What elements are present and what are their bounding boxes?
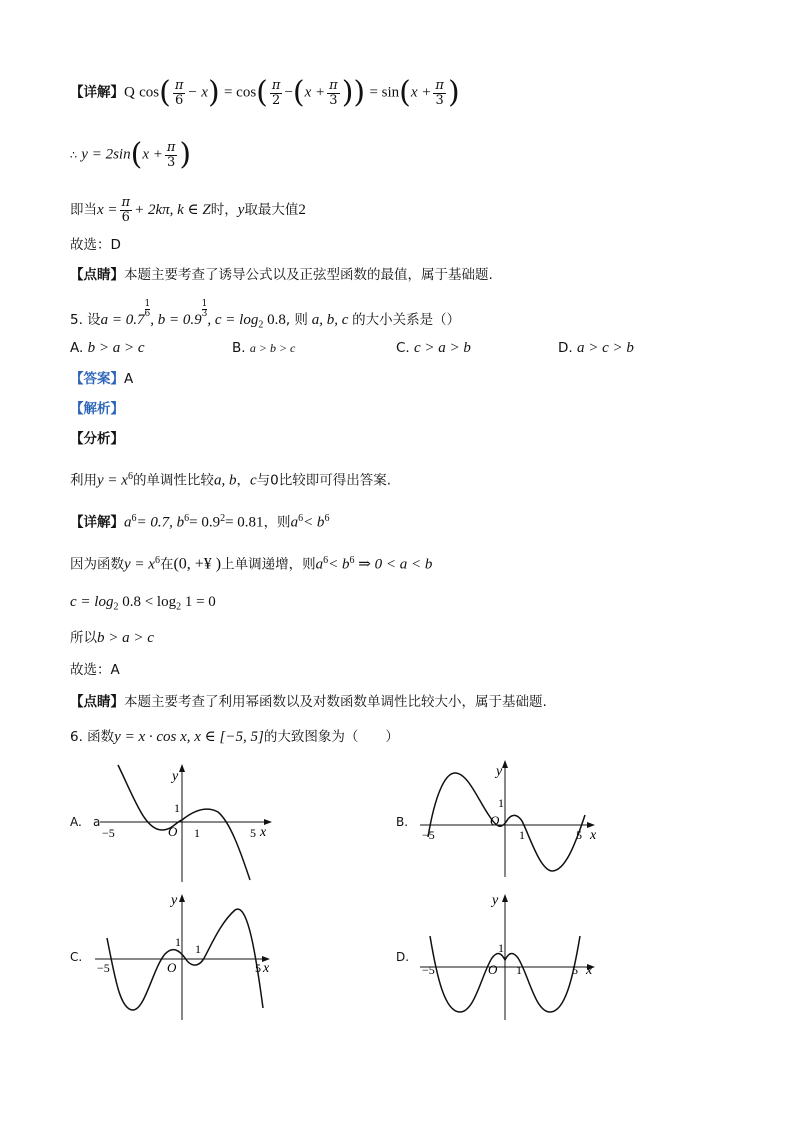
question-5: [70, 300, 460, 336]
y-tick-1: 1: [498, 941, 504, 955]
cos-text: cos: [139, 84, 160, 101]
max-value: 2: [298, 202, 306, 218]
text-suffix: 与0比较即可得出答案.: [256, 472, 391, 489]
eq-part: = 0.81: [225, 514, 264, 531]
x-label: x: [586, 963, 593, 978]
c-var: c: [249, 472, 257, 489]
fenxi-line: [70, 429, 124, 449]
exp-num: 1: [144, 299, 151, 309]
graph-a-label: A.: [70, 815, 82, 829]
exponent: 6: [298, 513, 304, 524]
frac-num: π: [271, 77, 281, 93]
analysis-line: [70, 467, 391, 491]
paren-close: ): [447, 75, 460, 110]
log-mid: 0.8 < log: [118, 594, 177, 610]
monotonic-line: [70, 551, 432, 575]
therefore-symbol: ∴: [70, 149, 77, 162]
eq-sin: = sin: [369, 84, 400, 101]
paren-close: ): [179, 137, 192, 172]
y-label: y: [492, 893, 499, 908]
fraction-pi-3c: [165, 141, 178, 170]
origin-label: O: [488, 962, 498, 977]
graph-b: [420, 755, 605, 880]
y-eq-2sin: y = 2sin: [81, 146, 131, 163]
text-suffix: 取最大值: [244, 202, 299, 218]
exponent: 6: [127, 471, 133, 482]
option-label: D.: [558, 340, 573, 356]
paren-close: ): [353, 75, 366, 110]
so-line: [70, 628, 154, 648]
frac-den: 3: [329, 92, 338, 108]
origin-label: O: [490, 813, 500, 828]
paren-open: (: [399, 75, 411, 110]
y-tick-1: 1: [175, 935, 181, 949]
b-def: , b = 0.9: [150, 312, 202, 328]
exponent: 6: [349, 555, 355, 566]
power-fn: y = x: [97, 472, 128, 489]
y-arrow-icon: [502, 894, 508, 902]
y-label: y: [496, 764, 503, 779]
period-expr: + 2kπ, k ∈ Z: [134, 202, 211, 218]
dianjing-text: 本题主要考查了利用幂函数以及对数函数单调性比较大小，属于基础题.: [124, 694, 547, 710]
text-mid: 时，: [210, 202, 238, 218]
q5-tail2: 的大小关系是（）: [352, 312, 461, 328]
a-def: a = 0.7: [100, 312, 145, 328]
curve: [107, 909, 263, 1010]
option-value: c > a > b: [414, 340, 471, 356]
graph-c: [95, 888, 280, 1023]
frac-num: π: [166, 139, 176, 155]
answer-line: [70, 369, 133, 389]
graph-d-label: D.: [396, 950, 410, 964]
option-label: B.: [232, 340, 246, 356]
x-tick-1: 1: [516, 963, 522, 977]
fraction-pi-6b: [120, 196, 133, 225]
lt-b: < b: [328, 556, 350, 573]
so-value: b > a > c: [97, 630, 154, 646]
y-var: y: [237, 202, 245, 218]
frac-den: 6: [121, 210, 130, 225]
exp-num: 1: [201, 299, 208, 309]
answer-tag: 【答案】: [70, 371, 124, 387]
power-fn: y = x: [124, 556, 155, 573]
option-c: [396, 338, 471, 358]
minus-sign: −: [284, 84, 293, 101]
a-var: a: [124, 514, 132, 531]
q5-tail: , 则: [285, 312, 308, 328]
graph-c-label: C.: [70, 950, 83, 964]
option-value: a > b > c: [249, 341, 296, 355]
c-def: , c = log: [207, 312, 259, 328]
jiexi-tag: 【解析】: [70, 401, 124, 417]
option-d: [558, 338, 634, 358]
x-tick-5: 5: [576, 828, 582, 842]
lt-b: < b: [303, 514, 325, 531]
x-tick-neg5: −5: [102, 826, 115, 840]
y-arrow-icon: [502, 760, 508, 768]
text-mid: 上单调递增，则: [221, 556, 316, 573]
text-prefix: 即当: [70, 202, 97, 218]
graph-b-label: B.: [396, 815, 409, 829]
frac-num: π: [329, 77, 338, 93]
text-mid: 的单调性比较: [132, 472, 214, 489]
y-label: y: [171, 893, 178, 908]
x-plus: x +: [142, 146, 163, 163]
x-tick-1: 1: [194, 826, 200, 840]
log-base: 2: [113, 601, 119, 613]
interval: (0, +¥ ): [173, 555, 222, 573]
option-value: a > c > b: [576, 340, 634, 356]
x-tick-1: 1: [519, 828, 525, 842]
fraction-pi-3: [327, 79, 340, 108]
fraction-pi-3b: [433, 79, 446, 108]
text-prefix: 利用: [70, 472, 97, 489]
log-arg: 0.8: [263, 312, 286, 328]
dianjing-tag: 【点睛】: [70, 694, 124, 710]
q5-options: [70, 338, 750, 358]
paren-close: ): [341, 75, 354, 110]
frac-den: 3: [166, 154, 176, 170]
paren-open: (: [159, 75, 171, 110]
detail-tag: 【详解】: [70, 514, 124, 531]
graph-d: [420, 888, 605, 1023]
exponent: 6: [184, 513, 190, 524]
x-label: x: [263, 961, 270, 976]
option-value: b > a > c: [87, 340, 145, 356]
q6-number: 6. 函数: [70, 729, 115, 745]
option-label: C.: [396, 340, 410, 356]
because-symbol: Q: [124, 84, 135, 101]
detail-line-1: [70, 75, 460, 110]
frac-num: π: [435, 77, 444, 93]
graph-a: [100, 760, 280, 885]
option-label: A.: [70, 340, 84, 356]
x-tick-5: 5: [250, 826, 256, 840]
paren-close: ): [207, 75, 220, 110]
clog-line: [70, 592, 216, 618]
detail-tag: 【详解】: [70, 84, 124, 101]
frac-num: π: [174, 77, 184, 93]
ab-vars: a, b: [213, 472, 237, 489]
abc-vars: a, b, c: [307, 312, 353, 328]
frac-den: 2: [272, 92, 281, 108]
eq-cos: = cos: [223, 84, 257, 101]
log-base: 2: [258, 319, 264, 331]
frac-den: 6: [174, 92, 184, 108]
x-tick-neg5: −5: [422, 963, 435, 977]
q6-domain: , x ∈ [−5, 5]: [186, 729, 264, 745]
log-tail: 1 = 0: [181, 594, 216, 610]
x-tick-neg5: −5: [97, 961, 110, 975]
curve: [428, 773, 585, 871]
y-arrow-icon: [179, 764, 185, 772]
eq-part: = 0.9: [189, 514, 221, 531]
x-label: x: [590, 828, 597, 843]
question-6: [70, 727, 399, 747]
detail2-line: [70, 509, 329, 533]
a-var: a: [315, 556, 324, 573]
log-base: 2: [176, 601, 182, 613]
y-tick-1: 1: [498, 796, 504, 810]
exponent: 6: [323, 555, 329, 566]
answer-value: A: [124, 371, 134, 387]
detail-line-2: [70, 137, 192, 172]
q5-number: 5. 设: [70, 312, 101, 328]
so-prefix: 所以: [70, 630, 97, 646]
text-prefix: 因为函数: [70, 556, 124, 573]
fraction-pi-2: [270, 79, 283, 108]
exponent: 2: [220, 513, 226, 524]
origin-label: O: [167, 960, 177, 975]
x-eq: x =: [97, 202, 118, 218]
answer-select-1: 故选：D: [70, 237, 121, 253]
eq-part: = 0.7, b: [136, 514, 185, 531]
exponent: 6: [154, 555, 160, 566]
fenxi-tag: 【分析】: [70, 431, 124, 447]
y-arrow-icon: [179, 894, 185, 902]
dianjing-line-2: [70, 692, 547, 712]
answer-select-2: 故选：A: [70, 662, 120, 678]
in-text: 在: [159, 556, 174, 573]
x-plus: x +: [304, 84, 326, 101]
option-b: [232, 338, 295, 358]
y-tick-1: 1: [174, 801, 180, 815]
paren-open: (: [256, 75, 268, 110]
option-a: [70, 338, 145, 358]
y-label: y: [172, 769, 179, 784]
paren-open: (: [292, 75, 305, 110]
dianjing-text: 本题主要考查了诱导公式以及正弦型函数的最值，属于基础题.: [124, 267, 493, 283]
origin-label: O: [168, 824, 178, 839]
paren-open: (: [130, 137, 143, 172]
c-eq-log: c = log: [70, 594, 114, 610]
exponent: 6: [324, 513, 330, 524]
q6-tail: 的大致图象为（ ）: [263, 729, 399, 745]
detail-line-3: [70, 196, 306, 225]
x-tick-1: 1: [195, 942, 201, 956]
a-var: a: [290, 514, 299, 531]
fraction-pi-6: [173, 79, 186, 108]
q6-function: y = x · cos x: [114, 729, 187, 745]
x-tick-5: 5: [255, 961, 261, 975]
x-plus: x +: [410, 84, 432, 101]
dianjing-tag: 【点睛】: [70, 267, 124, 283]
x-tick-neg5: −5: [422, 828, 435, 842]
implies: ⇒ 0 < a < b: [354, 556, 433, 573]
minus-x: − x: [187, 84, 208, 101]
frac-num: π: [121, 195, 131, 210]
x-tick-5: 5: [572, 963, 578, 977]
exp-den: 6: [144, 309, 151, 319]
exponent: 6: [131, 513, 137, 524]
graph-a-extra: a: [93, 815, 101, 829]
dianjing-line-1: [70, 265, 493, 285]
comma: ，: [236, 472, 250, 489]
x-label: x: [260, 825, 267, 840]
jiexi-line: [70, 399, 124, 419]
then-text: ，则: [263, 514, 291, 531]
frac-den: 3: [435, 92, 444, 108]
exp-den: 3: [201, 309, 208, 319]
